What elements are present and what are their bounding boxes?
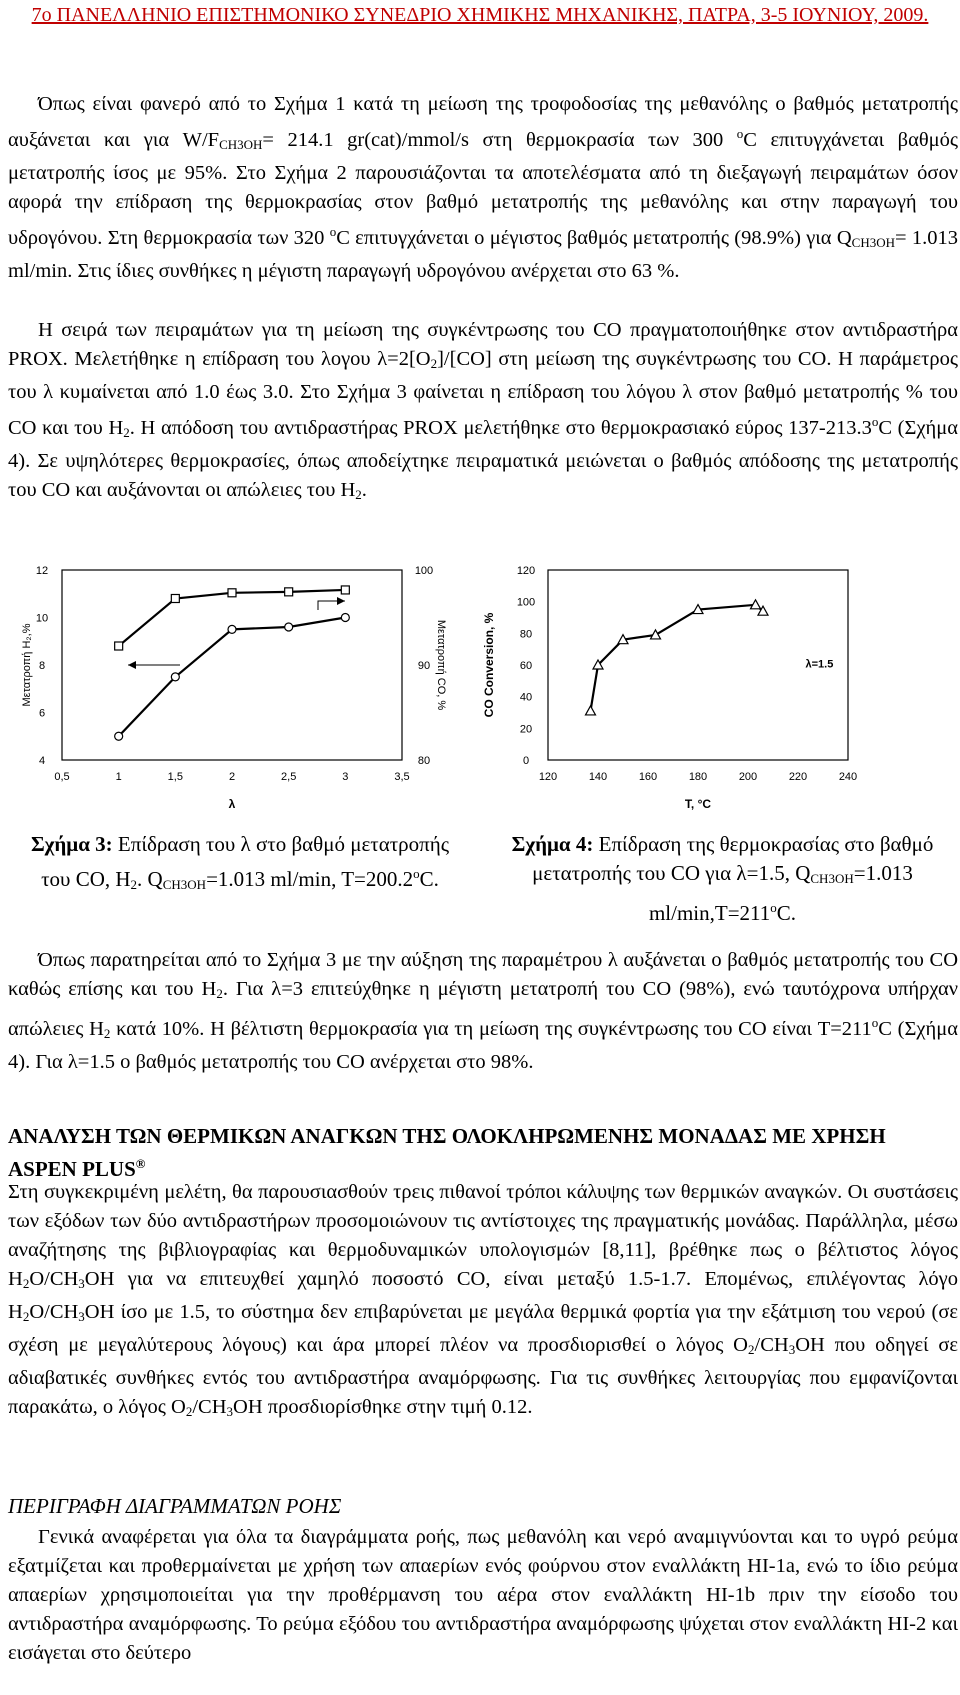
plot-frame xyxy=(548,570,848,760)
x-tick-label: 3 xyxy=(342,771,349,783)
y2-tick-label: 90 xyxy=(417,660,431,672)
series-line xyxy=(119,590,346,646)
caption-figure-3: Σχήμα 3: Επίδραση του λ στο βαθμό μετατροπής του CO, $H_2$. $Q_{CH3OH}=1.013$ ml/min, $T=200.2^oC$. xyxy=(30,832,450,892)
x-tick-label: 2,5 xyxy=(281,771,297,783)
h2-point xyxy=(115,732,123,740)
data-point xyxy=(586,706,596,715)
y-tick-label: 4 xyxy=(38,755,46,767)
x-tick-label: 0,5 xyxy=(54,771,70,783)
series-line xyxy=(119,618,346,737)
figure-4-chart xyxy=(482,555,935,820)
h2-point xyxy=(228,625,236,633)
x-tick-label: 1,5 xyxy=(167,771,183,783)
caption-figure-4: Σχήμα 4: Επίδραση της θερμοκρασίας στο βαθμό μετατροπής του CO για λ=1.5, $Q_{CH3OH}=1.013$ $ml/\min,T=211^oC$. xyxy=(511,832,934,925)
x-tick-label: 1 xyxy=(115,771,122,783)
y-tick-label: 8 xyxy=(38,660,46,672)
y-tick-label: 40 xyxy=(519,691,533,704)
co-point xyxy=(285,588,293,596)
paragraph-1: Όπως είναι φανερό από το Σχήμα 1 κατά τη μείωση της τροφοδοσίας της μεθανόλης ο βαθμός μετατροπής αυξάνεται και για $W/F_{CH3OH}= 214.1$ gr(cat)/mmol/s στη θερμοκρασία των 300 $^o$C επιτυγχάνεται βαθμός μετατροπής ίσος με 95%. Στο Σχήμα 2 παρουσιάζονται τα αποτελέσματα από τη διεξαγωγή πειραμάτων όσον αφορά την επίδραση της θερμοκρασίας στον βαθμό μετατροπής της μεθανόλης και στην παραγωγή του υδρογόνου. Στη θερμοκρασία των 320 $^o$C επιτυγχάνεται ο μέγιστος βαθμός μετατροπής (98.9%) για $Q_{CH3OH}= 1.013$ ml/min. Στις ίδιες συνθήκες η μέγιστη παραγωγή υδρογόνου ανέρχεται στο 63 %. xyxy=(8,93,959,282)
y2-tick-label: 80 xyxy=(417,755,431,767)
x-tick-label: 2 xyxy=(228,771,236,783)
y2-tick-label: 100 xyxy=(414,565,434,577)
y-tick-label: 0 xyxy=(522,755,530,767)
annotation-lambda: λ=1.5 xyxy=(805,658,834,671)
paragraph-5: Γενικά αναφέρεται για όλα τα διαγράμματα ροής, πως μεθανόλη και νερό αναμιγνύονται και το υγρό ρεύμα εξατμίζεται και προθερμαίνεται με χρήση των απαερίων ενός φούρνου στον εναλλάκτη HI-1a, ενώ το ίδιο ρεύμα απαερίων χρησιμοποιείται για την προθέρμανση του αέρα στον εναλλάκτη HI-1b πριν την είσοδο του αντιδραστήρα αναμόρφωσης. Το ρεύμα εξόδου του αντιδραστήρα αναμόρφωσης ψύχεται στον εναλλάκτη HI-2 και εισάγεται στο δεύτερο xyxy=(8,1526,958,1664)
y-tick-label: 80 xyxy=(519,628,533,641)
conference-header: 7ο ΠΑΝΕΛΛΗΝΙΟ ΕΠΙΣΤΗΜΟΝΙΚΟ ΣΥΝΕΔΡΙΟ ΧΗΜΙΚΗΣ ΜΗΧΑΝΙΚΗΣ, ΠΑΤΡΑ, 3-5 ΙΟΥΝΙΟΥ, 2009. xyxy=(31,4,929,26)
figure-3-chart xyxy=(0,555,470,820)
x-tick-label: 240 xyxy=(838,771,858,783)
y-tick-label: 20 xyxy=(519,723,533,736)
y-tick-label: 10 xyxy=(35,612,49,625)
x-tick-label: 140 xyxy=(588,771,608,783)
co-point xyxy=(228,589,236,597)
h2-point xyxy=(171,673,179,681)
section-heading-flow: ΠΕΡΙΓΡΑΦΗ ΔΙΑΓΡΑΜΜΑΤΩΝ ΡΟΗΣ xyxy=(8,1494,342,1518)
co-point xyxy=(115,642,123,650)
y-axis-label: CO Conversion, % xyxy=(482,612,496,718)
x-axis-label: T, °C xyxy=(684,797,712,811)
x-tick-label: 180 xyxy=(688,771,708,783)
left-axis-arrowhead xyxy=(128,661,136,669)
series-line xyxy=(591,605,764,711)
y-tick-label: 100 xyxy=(516,596,536,609)
paragraph-4: Στη συγκεκριμένη μελέτη, θα παρουσιασθούν τρεις πιθανοί τρόποι κάλυψης των θερμικών αναγκών. Οι συστάσεις των εξόδων των δύο αντιδραστήρων προσομοιώνουν τις αντίστοιχες της πραγματικής μονάδας. Παράλληλα, μέσω αναζήτησης της βιβλιογραφίας και θερμοδυναμικών υπολογισμών [8,11], βρέθηκε πως ο βέλτιστος λόγος $H_2O/CH_3OH$ για να επιτευχθεί χαμηλό ποσοστό CO, είναι μεταξύ 1.5-1.7. Επομένως, επιλέγοντας λόγο $H_2O/CH_3OH$ ίσο με 1.5, το σύστημα δεν επιβαρύνεται με μεγάλα θερμικά φορτία για την εξάτμιση του νερού (σε σχέση με μεγαλύτερους λόγους) και άρα μπορεί πλέον να προσδιορισθεί ο λόγος $O_2/CH_3OH$ που οδηγεί σε αδιαβατικές συνθήκες εντός του αντιδραστήρα αναμόρφωσης. Για τις συνθήκες λειτουργίας που εμφανίζονται παρακάτω, ο λόγος $O_2/CH_3OH$ προσδιορίσθηκε στην τιμή 0.12. xyxy=(8,1181,959,1419)
x-tick-label: 120 xyxy=(538,771,558,783)
paragraph-2: Η σειρά των πειραμάτων για τη μείωση της συγκέντρωσης του CO πραγματοποιήθηκε στον αντιδραστήρα PROX. Μελετήθηκε η επίδραση του λογου $\lambda=2[O_2]/[CO]$ στη μείωση της συγκέντρωσης του CO. Η παράμετρος του λ κυμαίνεται από 1.0 έως 3.0. Στο Σχήμα 3 φαίνεται η επίδραση του λόγου λ στον βαθμό μετατροπής % του CO και του $H_2$. Η απόδοση του αντιδραστήρας PROX μελετήθηκε στο θερμοκρασιακό εύρος 137-213.3$^o$C (Σχήμα 4). Σε υψηλότερες θερμοκρασίες, όπως αποδείχτηκε πειραματικά μειώνεται ο βαθμός απόδοσης της μετατροπής του CO και αυξάνονται οι απώλειες του $H_2$. xyxy=(8,319,958,502)
plot-frame xyxy=(62,570,402,760)
co-point xyxy=(171,595,179,603)
section-heading-thermal: ΑΝΑΛΥΣΗ ΤΩΝ ΘΕΡΜΙΚΩΝ ΑΝΑΓΚΩΝ ΤΗΣ ΟΛΟΚΛΗΡΩΜΕΝΗΣ ΜΟΝΑΔΑΣ ΜΕ ΧΡΗΣΗ ASPEN PLUS® xyxy=(8,1124,886,1181)
paragraph-3: Όπως παρατηρείται από το Σχήμα 3 με την αύξηση της παραμέτρου λ αυξάνεται ο βαθμός μετατροπής του CO καθώς επίσης και του $H_2$. Για λ=3 επιτεύχθηκε η μέγιστη μετατροπή του CO (98%), ενώ ταυτόχρονα υπήρχαν απώλειες $H_2$ κατά 10%. Η βέλτιστη θερμοκρασία για τη μείωση της συγκέντρωσης του CO είναι $T=211^oC$ (Σχήμα 4). Για λ=1.5 ο βαθμός μετατροπής του CO ανέρχεται στο 98%. xyxy=(8,949,958,1073)
y-axis-label: Μετατροπή H₂,% xyxy=(21,623,33,707)
x-tick-label: 220 xyxy=(788,771,808,783)
x-tick-label: 160 xyxy=(638,771,658,783)
y-tick-label: 60 xyxy=(519,660,533,672)
right-axis-arrowhead xyxy=(337,597,345,605)
y2-axis-label: Μετατροπή CO, % xyxy=(435,619,447,711)
y-tick-label: 12 xyxy=(35,565,49,577)
y-tick-label: 120 xyxy=(516,565,536,577)
co-point xyxy=(341,586,349,594)
x-tick-label: 3,5 xyxy=(394,771,410,783)
h2-point xyxy=(341,614,349,622)
h2-point xyxy=(285,623,293,631)
x-tick-label: 200 xyxy=(738,771,758,783)
y-tick-label: 6 xyxy=(38,707,46,720)
x-axis-label: λ xyxy=(228,797,236,811)
